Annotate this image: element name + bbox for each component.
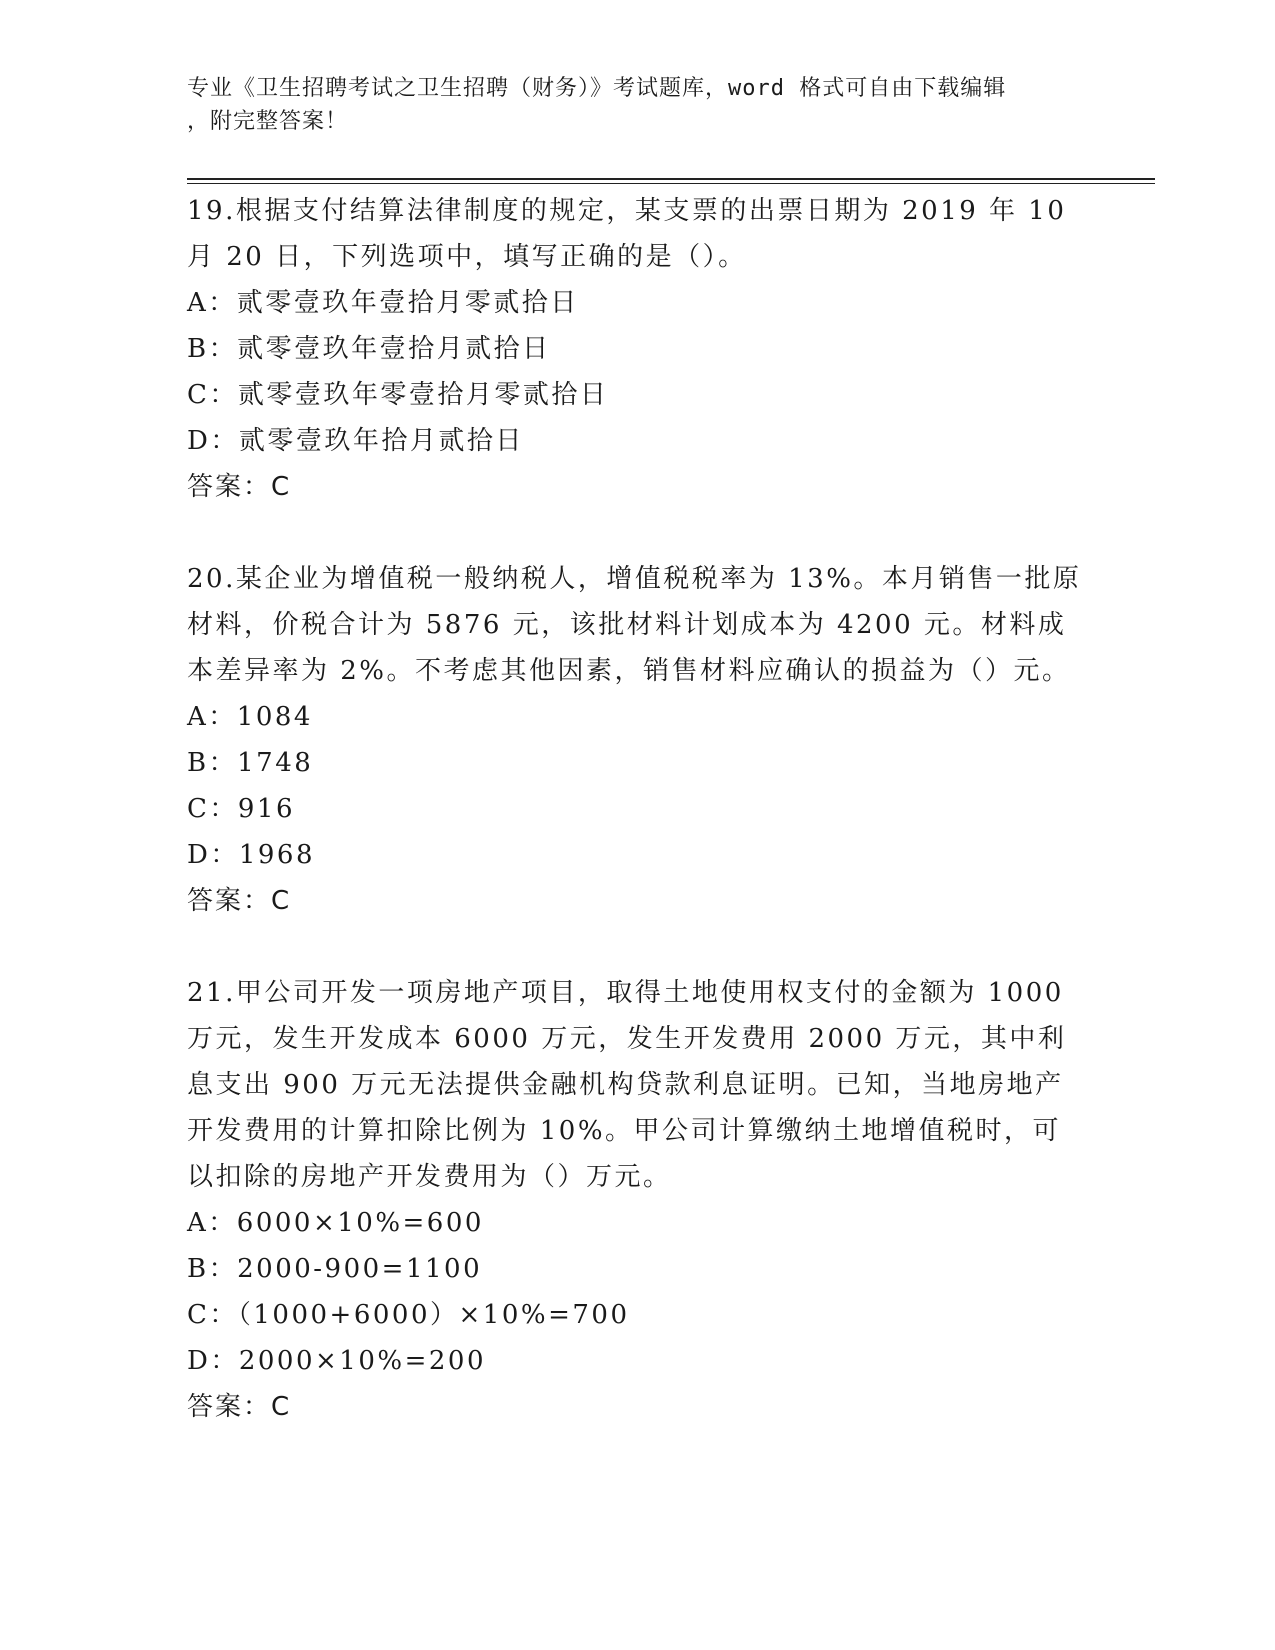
option-b: B：1748 (187, 748, 314, 778)
option-a: A：6000×10%=600 (187, 1208, 484, 1238)
question-20 (187, 556, 1087, 924)
document-header (187, 72, 1087, 138)
option-c: C：（1000+6000）×10%=700 (187, 1300, 630, 1330)
option-b: B：2000-900=1100 (187, 1254, 483, 1284)
answer-line: 答案：C (187, 1392, 292, 1422)
question-stem: 20.某企业为增值税一般纳税人，增值税税率为 13%。本月销售一批原材料，价税合计为 5876 元，该批材料计划成本为 4200 元。材料成本差异率为 2%。不考虑其他因素，销售材料应确认的损益为（）元。 (187, 564, 1082, 686)
answer-line: 答案：C (187, 472, 292, 502)
question-spacer (187, 924, 1087, 970)
question-stem: 21.甲公司开发一项房地产项目，取得土地使用权支付的金额为 1000 万元，发生开发成本 6000 万元，发生开发费用 2000 万元，其中利息支出 900 万元无法提供金融机构贷款利息证明。已知，当地房地产开发费用的计算扣除比例为 10%。甲公司计算缴纳土地增值税时，可以扣除的房地产开发费用为（）万元。 (187, 978, 1067, 1192)
option-d: D：1968 (187, 840, 316, 870)
header-line-1: 专业《卫生招聘考试之卫生招聘（财务）》考试题库，word 格式可自由下载编辑 (187, 76, 1007, 101)
answer-line: 答案：C (187, 886, 292, 916)
option-a: A：1084 (187, 702, 313, 732)
question-spacer (187, 510, 1087, 556)
option-d: D：贰零壹玖年拾月贰拾日 (187, 426, 524, 456)
question-21 (187, 970, 1087, 1430)
option-c: C：916 (187, 794, 296, 824)
option-b: B：贰零壹玖年壹拾月贰拾日 (187, 334, 551, 364)
question-list (187, 188, 1087, 1430)
option-a: A：贰零壹玖年壹拾月零贰拾日 (187, 288, 579, 318)
question-19 (187, 188, 1087, 510)
option-c: C：贰零壹玖年零壹拾月零贰拾日 (187, 380, 609, 410)
option-d: D：2000×10%=200 (187, 1346, 486, 1376)
header-divider-thin (187, 183, 1155, 184)
header-line-2: ，附完整答案！ (187, 109, 349, 134)
header-divider-thick (187, 178, 1155, 180)
question-stem: 19.根据支付结算法律制度的规定，某支票的出票日期为 2019 年 10 月 20 日，下列选项中，填写正确的是（）。 (187, 196, 1067, 272)
